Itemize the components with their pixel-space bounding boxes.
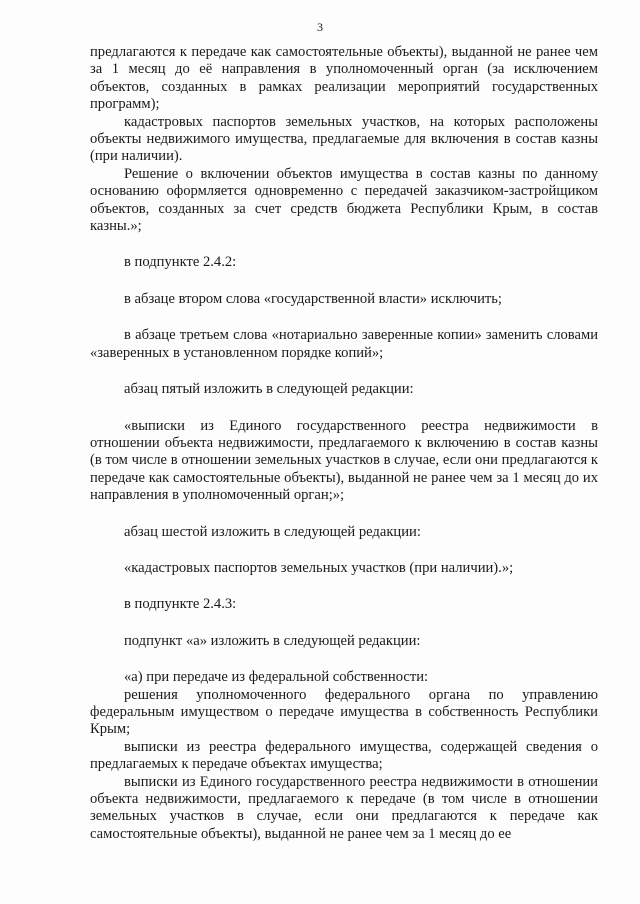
- paragraph-11: в подпункте 2.4.3:: [124, 596, 237, 613]
- document-body: [90, 44, 598, 843]
- paragraph-15: выписки из реестра федерального имущества, содержащей сведения о предлагаемых к передаче объектах имущества;: [90, 738, 598, 773]
- paragraph-10: «кадастровых паспортов земельных участков (при наличии).»;: [124, 559, 514, 576]
- paragraph-7: абзац пятый изложить в следующей редакции:: [124, 381, 414, 398]
- paragraph-12: подпункт «а» изложить в следующей редакции:: [124, 632, 421, 649]
- paragraph-1: предлагаются к передаче как самостоятельные объекты), выданной не ранее чем за 1 месяц до её направления в уполномоченный орган (за исключением объектов, созданных в рамках реализации мероприятий государственных программ);: [90, 44, 598, 113]
- paragraph-16: выписки из Единого государственного реестра недвижимости в отношении объекта недвижимости, предлагаемого к передаче (в том числе в отношении земельных участков в случае, если они предлагаются к передаче как самостоятельные объекты), выданной не ранее чем за 1 месяц до ее: [90, 773, 598, 842]
- paragraph-5: в абзаце втором слова «государственной власти» исключить;: [124, 290, 502, 307]
- paragraph-2: кадастровых паспортов земельных участков, на которых расположены объекты недвижимого имущества, предлагаемые для включения в состав казны (при наличии).: [90, 113, 598, 165]
- paragraph-14: решения уполномоченного федерального органа по управлению федеральным имуществом о передаче имущества в собственность Республики Крым;: [90, 686, 598, 738]
- paragraph-4: в подпункте 2.4.2:: [124, 254, 237, 271]
- paragraph-9: абзац шестой изложить в следующей редакции:: [124, 523, 421, 540]
- paragraph-6: в абзаце третьем слова «нотариально заверенные копии» заменить словами «заверенных в установленном порядке копий»;: [90, 327, 598, 361]
- paragraph-3: Решение о включении объектов имущества в состав казны по данному основанию оформляется одновременно с передачей заказчиком-застройщиком объектов, созданных за счет средств бюджета Республики Крым, в состав казны.»;: [90, 165, 598, 235]
- paragraph-13: «а) при передаче из федеральной собственности:: [124, 669, 429, 686]
- page-number: 3: [317, 20, 323, 34]
- paragraph-8: «выписки из Единого государственного реестра недвижимости в отношении объекта недвижимости, предлагаемого к включению в состав казны (в том числе в отношении земельных участков в случае, если они предлагаются к передаче как самостоятельные объекты), выданной не ранее чем за 1 месяц до их направления в уполномоченный орган;»;: [90, 417, 598, 504]
